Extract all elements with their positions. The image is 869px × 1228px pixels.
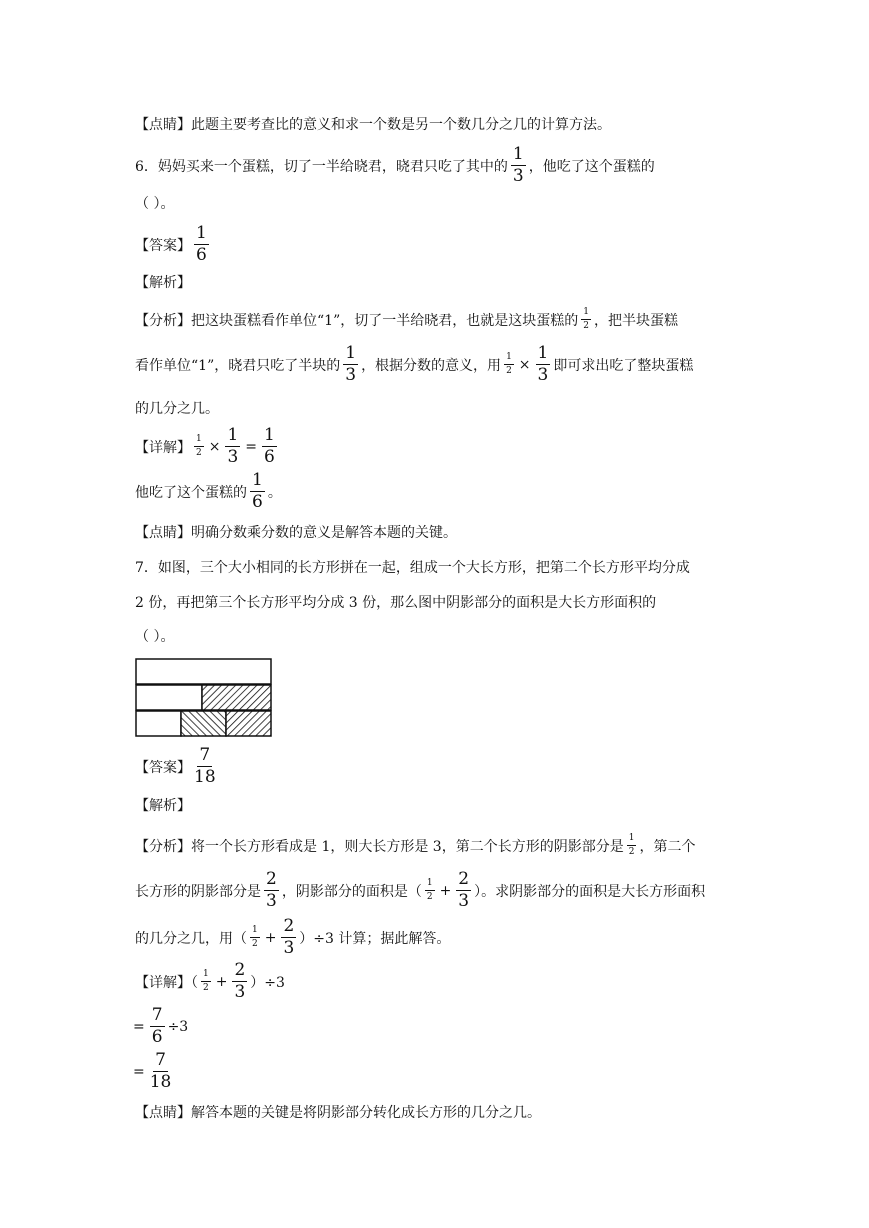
fraction-one-half: $\frac{1}{2}$ [628, 833, 635, 857]
q7-detail: 【详解】（ $\frac{1}{2}$ + $\frac{2}{3}$ ）÷3 [135, 960, 285, 1002]
q6-fenxi-line1: 【分析】把这块蛋糕看作单位“1”，切了一半给晓君，也就是这块蛋糕的 $\frac{1}{2}$ ，把半块蛋糕 [135, 307, 678, 331]
fraction-one-sixth: $\frac{1}{6}$ [196, 223, 207, 265]
rectangles-diagram [135, 658, 275, 738]
rectangle-1 [136, 659, 271, 684]
q6-fenxi-line3: 的几分之几。 [135, 401, 219, 417]
fraction-seven-eighteenths: $\frac{7}{18}$ [194, 745, 216, 787]
rectangle-3-shaded-right [226, 711, 271, 736]
q7-blank: （ ）。 [135, 629, 175, 645]
q6-note: 【点睛】明确分数乘分数的意义是解答本题的关键。 [135, 525, 457, 541]
q6-detail: 【详解】 $\frac{1}{2}$ × $\frac{1}{3}$ = $\frac{1}{6}$ [135, 425, 275, 467]
q6-question: 6．妈妈买来一个蛋糕，切了一半给晓君，晓君只吃了其中的 $\frac{1}{3}$ ，他吃了这个蛋糕的 [135, 144, 655, 186]
fraction-one-half: $\frac{1}{2}$ [583, 307, 589, 331]
fraction-two-thirds: $\frac{2}{3}$ [458, 869, 470, 911]
q6-fenxi-line2: 看作单位“1”，晓君只吃了半块的 $\frac{1}{3}$ ，根据分数的意义，用 $\frac{1}{2}$ × $\frac{1}{3}$ 即可求出吃了整块蛋糕 [135, 343, 694, 385]
fraction-one-half: $\frac{1}{2}$ [203, 969, 209, 993]
fraction-one-half: $\frac{1}{2}$ [252, 925, 258, 949]
fraction-one-sixth: $\frac{1}{6}$ [252, 470, 263, 512]
q7-fenxi-line1: 【分析】将一个长方形看成是 1，则大长方形是 3，第二个长方形的阴影部分是 $\frac{1}{2}$ ，第二个 [135, 833, 696, 857]
fraction-two-thirds: $\frac{2}{3}$ [234, 960, 246, 1002]
q5-note: 【点睛】此题主要考查比的意义和求一个数是另一个数几分之几的计算方法。 [135, 117, 611, 133]
q7-note: 【点睛】解答本题的关键是将阴影部分转化成长方形的几分之几。 [135, 1105, 541, 1121]
fraction-one-half: $\frac{1}{2}$ [426, 878, 433, 902]
fraction-two-thirds: $\frac{2}{3}$ [283, 916, 295, 958]
fraction-one-half: $\frac{1}{2}$ [196, 434, 202, 458]
fraction-one-half: $\frac{1}{2}$ [506, 352, 512, 376]
fraction-one-third: $\frac{1}{3}$ [537, 343, 549, 385]
fraction-seven-eighteenths: $\frac{7}{18}$ [149, 1050, 172, 1092]
rectangle-2-shaded-half [202, 685, 271, 710]
fraction-two-thirds: $\frac{2}{3}$ [266, 869, 277, 911]
q6-analysis-label: 【解析】 [135, 275, 191, 291]
q6-blank: （ ）。 [135, 196, 175, 212]
q7-question-line2: 2 份，再把第三个长方形平均分成 3 份，那么图中阴影部分的面积是大长方形面积的 [135, 595, 657, 611]
q7-question-line1: 7．如图，三个大小相同的长方形拼在一起，组成一个大长方形，把第二个长方形平均分成 [135, 560, 690, 576]
q7-fenxi-line3: 的几分之几，用（ $\frac{1}{2}$ + $\frac{2}{3}$ ）÷3 计算；据此解答。 [135, 916, 451, 958]
q7-step1: = $\frac{7}{6}$ ÷3 [133, 1005, 189, 1047]
rectangle-2-left [136, 685, 202, 710]
fraction-one-third: $\frac{1}{3}$ [227, 425, 239, 467]
q7-step2: = $\frac{7}{18}$ [133, 1050, 172, 1092]
rectangle-3-shaded-mid [181, 711, 226, 736]
rectangle-3-left [136, 711, 181, 736]
q7-answer: 【答案】 $\frac{7}{18}$ [135, 745, 216, 787]
q6-result: 他吃了这个蛋糕的 $\frac{1}{6}$ 。 [135, 470, 282, 512]
fraction-one-third: $\frac{1}{3}$ [345, 343, 357, 385]
q7-analysis-label: 【解析】 [135, 798, 191, 814]
q7-fenxi-line2: 长方形的阴影部分是 $\frac{2}{3}$ ，阴影部分的面积是（ $\frac{1}{2}$ + $\frac{2}{3}$ ）。求阴影部分的面积是大长方形面积 [135, 869, 706, 911]
fraction-one-third: $\frac{1}{3}$ [512, 144, 524, 186]
q6-answer: 【答案】 $\frac{1}{6}$ [135, 223, 207, 265]
fraction-seven-sixths: $\frac{7}{6}$ [151, 1005, 163, 1047]
fraction-one-sixth: $\frac{1}{6}$ [264, 425, 275, 467]
